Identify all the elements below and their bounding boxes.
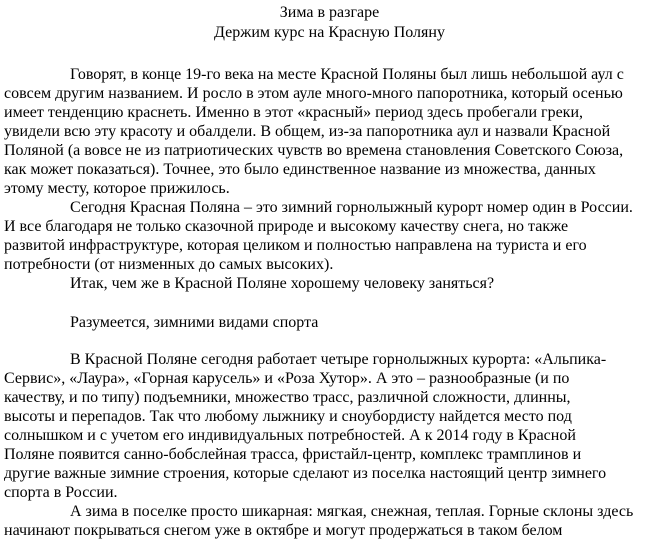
document-title: Зима в разгаре bbox=[279, 4, 380, 21]
paragraph-line: спорта в России. bbox=[4, 484, 118, 501]
paragraph-line: В Красной Поляне сегодня работает четыре горнолыжных курорта: «Альпика- bbox=[70, 351, 607, 368]
paragraph-line: И все благодаря не только сказочной природе и высокому качеству снега, но также bbox=[4, 218, 569, 235]
paragraph-line: имеет тенденцию краснеть. Именно в этот «красный» период здесь пробегали греки, bbox=[4, 104, 584, 121]
paragraph-line: Поляной (а вовсе не из патриотических чувств во времена становления Советского Союза, bbox=[4, 142, 624, 159]
paragraph-line: увидели всю эту красоту и обалдели. В общем, из-за папоротника аул и назвали Красной bbox=[4, 123, 611, 140]
paragraph-line: Сегодня Красная Поляна – это зимний горнолыжный курорт номер один в России. bbox=[70, 199, 633, 216]
paragraph-line: развитой инфраструктуре, которая целиком и полностью направлена на туриста и его bbox=[4, 237, 587, 254]
paragraph-line: А зима в поселке просто шикарная: мягкая, снежная, теплая. Горные склоны здесь bbox=[70, 503, 634, 520]
paragraph-line: как может показаться). Точнее, это было единственное название из множества, данных bbox=[4, 161, 596, 178]
paragraph-line: высоты и перепадов. Так что любому лыжнику и сноубордисту найдется место под bbox=[4, 408, 572, 425]
paragraph-line: Сервис», «Лаура», «Горная карусель» и «Роза Хутор». А это – разнообразные (и по bbox=[4, 370, 570, 387]
paragraph-line: этому месту, которое прижилось. bbox=[4, 180, 230, 197]
paragraph-line: другие важные зимние строения, которые сделают из поселка настоящий центр зимнего bbox=[4, 465, 607, 482]
paragraph-line: совсем другим названием. И росло в этом ауле много-много папоротника, который осенью bbox=[4, 85, 623, 102]
paragraph-line: качеству, и по типу) подъемники, множество трасс, различной сложности, длинны, bbox=[4, 389, 571, 406]
paragraph-line: Говорят, в конце 19-го века на месте Красной Поляны был лишь небольшой аул с bbox=[70, 66, 624, 83]
document-subtitle: Держим курс на Красную Поляну bbox=[214, 24, 445, 41]
paragraph-line: Итак, чем же в Красной Поляне хорошему человеку заняться? bbox=[70, 275, 495, 292]
section-heading: Разумеется, зимними видами спорта bbox=[70, 314, 319, 331]
paragraph-line: солнышком и с учетом его индивидуальных потребностей. А к 2014 году в Красной bbox=[4, 427, 576, 444]
paragraph-line: начинают покрываться снегом уже в октябре и могут продержаться в таком белом bbox=[4, 522, 563, 539]
paragraph-line: Поляне появится санно-бобслейная трасса, фристайл-центр, комплекс трамплинов и bbox=[4, 446, 582, 463]
paragraph-line: потребности (от низменных до самых высоких). bbox=[4, 256, 334, 273]
